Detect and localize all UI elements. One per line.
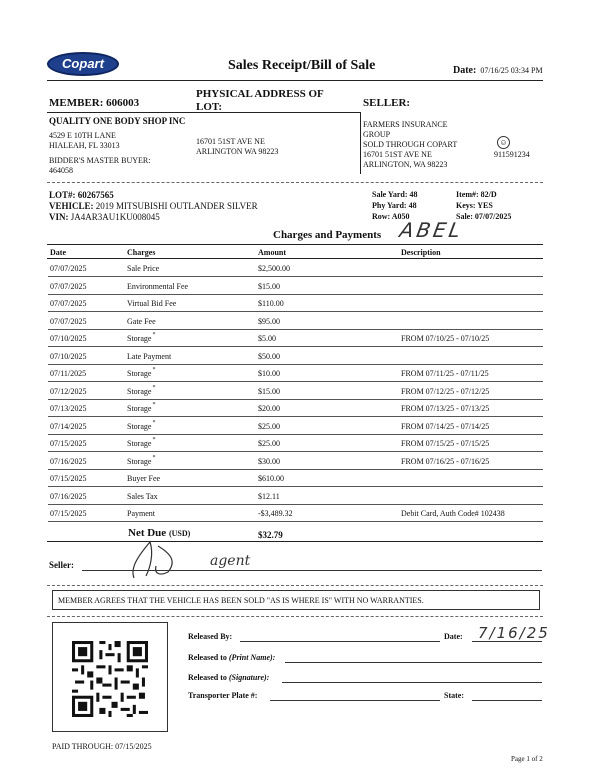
row-amount: $50.00 <box>258 352 280 361</box>
row-amount: $15.00 <box>258 282 280 291</box>
row-date: 07/15/2025 <box>50 509 87 518</box>
row-charge-label: Storage <box>127 369 152 378</box>
notice-text: MEMBER AGREES THAT THE VEHICLE HAS BEEN SOLD "AS IS WHERE IS" WITH NO WARRANTIES. <box>58 596 424 605</box>
row-amount: $110.00 <box>258 299 284 308</box>
row-description: FROM 07/13/25 - 07/13/25 <box>401 404 490 413</box>
row-divider <box>48 416 543 417</box>
row-charge <box>127 422 154 433</box>
row-charge-label: Storage <box>127 387 152 396</box>
row-charge-mark: * <box>152 420 156 426</box>
lot-number: LOT#: 60267565 <box>49 190 114 200</box>
vehicle <box>49 201 258 212</box>
row-charge-label: Sale Price <box>127 264 160 273</box>
row-description: FROM 07/10/25 - 07/10/25 <box>401 334 490 343</box>
member-label: MEMBER: 606003 <box>49 97 140 109</box>
row-amount: $25.00 <box>258 422 280 431</box>
seller-line-3: SOLD THROUGH COPART <box>363 140 458 149</box>
member-address-1: 4529 E 10TH LANE <box>49 131 116 140</box>
row-divider <box>48 399 543 400</box>
row-date: 07/07/2025 <box>50 282 87 291</box>
release-date-label: Date: <box>444 632 463 641</box>
row-divider <box>48 521 543 522</box>
seller-divider <box>360 112 361 174</box>
date-label: Date: <box>453 65 477 76</box>
row-amount: $610.00 <box>258 474 284 483</box>
row-charge <box>127 509 155 519</box>
row-charge-label: Late Payment <box>127 352 172 361</box>
item-number: Item#: 82/D <box>456 190 497 199</box>
row-charge-mark: * <box>152 385 156 391</box>
row-charge <box>127 492 158 502</box>
print-name-label-b: (Print Name): <box>228 653 276 662</box>
transporter-plate-label: Transporter Plate #: <box>188 691 258 700</box>
row-date: 07/11/2025 <box>50 369 87 378</box>
physical-address-2: ARLINGTON WA 98223 <box>196 147 279 156</box>
row-date: 07/12/2025 <box>50 387 87 396</box>
net-due-unit: (USD) <box>168 529 191 538</box>
vehicle-value: 2019 MITSUBISHI OUTLANDER SILVER <box>95 201 258 211</box>
row: Row: A050 <box>372 212 410 221</box>
state-line <box>472 700 542 701</box>
row-amount: $15.00 <box>258 387 280 396</box>
row-date: 07/07/2025 <box>50 299 87 308</box>
row-charge <box>127 334 154 345</box>
row-date: 07/16/2025 <box>50 457 87 466</box>
row-amount: -$3,489.32 <box>258 509 293 518</box>
row-charge <box>127 439 154 450</box>
lot-separator <box>47 182 543 183</box>
row-charge <box>127 404 154 415</box>
smiley-icon: ☺ <box>497 136 510 149</box>
row-divider <box>48 469 543 470</box>
row-charge <box>127 352 171 362</box>
row-description: FROM 07/14/25 - 07/14/25 <box>401 422 490 431</box>
vehicle-label: VEHICLE: <box>49 201 94 211</box>
col-charges: Charges <box>127 248 156 257</box>
charges-title: Charges and Payments <box>273 229 382 241</box>
seller-line-5: ARLINGTON, WA 98223 <box>363 160 448 169</box>
sale-date: Sale: 07/07/2025 <box>456 212 512 221</box>
notice-bottom-dash <box>47 616 543 617</box>
release-date-handwritten: 7/16/25 <box>478 624 550 642</box>
net-due-label: Net Due <box>128 527 167 539</box>
row-charge-mark: * <box>152 437 156 443</box>
table-header-top <box>47 244 543 245</box>
row-amount: $25.00 <box>258 439 280 448</box>
row-date: 07/16/2025 <box>50 492 87 501</box>
keys: Keys: YES <box>456 201 493 210</box>
row-amount: $30.00 <box>258 457 280 466</box>
row-charge-label: Storage <box>127 422 152 431</box>
row-description: FROM 07/16/25 - 07/16/25 <box>401 457 490 466</box>
row-date: 07/14/2025 <box>50 422 87 431</box>
row-charge <box>127 387 154 398</box>
member-name: QUALITY ONE BODY SHOP INC <box>49 116 186 126</box>
row-description: FROM 07/11/25 - 07/11/25 <box>401 369 489 378</box>
released-by-line <box>240 641 440 642</box>
row-description: Debit Card, Auth Code# 102438 <box>401 509 505 518</box>
date-value: 07/16/25 03:34 PM <box>480 66 543 75</box>
member-address-2: HIALEAH, FL 33013 <box>49 141 120 150</box>
col-description: Description <box>401 248 441 257</box>
row-charge-label: Environmental Fee <box>127 282 189 291</box>
table-header-bottom <box>47 258 543 259</box>
copart-logo-text: Copart <box>62 56 104 71</box>
row-date: 07/10/2025 <box>50 352 87 361</box>
sale-yard: Sale Yard: 48 <box>372 190 418 199</box>
row-divider <box>48 294 543 295</box>
vin <box>49 212 160 223</box>
row-charge-label: Sales Tax <box>127 492 158 501</box>
header-rule <box>47 80 543 81</box>
print-name-label-a: Released to <box>188 653 227 662</box>
row-charge-mark: * <box>152 367 156 373</box>
vin-value: JA4AR3AU1KU008045 <box>70 212 160 222</box>
row-divider <box>48 451 543 452</box>
row-description: FROM 07/12/25 - 07/12/25 <box>401 387 490 396</box>
state-label: State: <box>444 691 464 700</box>
phy-yard: Phy Yard: 48 <box>372 201 417 210</box>
qr-code-icon <box>72 641 148 717</box>
row-divider <box>48 329 543 330</box>
row-charge-mark: * <box>152 332 156 338</box>
row-charge-label: Storage <box>127 334 152 343</box>
row-amount: $5.00 <box>258 334 276 343</box>
row-charge-label: Virtual Bid Fee <box>127 299 177 308</box>
row-amount: $12.11 <box>258 492 280 501</box>
row-charge-label: Storage <box>127 457 152 466</box>
row-charge <box>127 299 176 309</box>
row-amount: $20.00 <box>258 404 280 413</box>
row-charge-label: Buyer Fee <box>127 474 161 483</box>
row-divider <box>48 364 543 365</box>
print-name-label <box>188 653 275 663</box>
seller-line-2: GROUP <box>363 130 391 139</box>
row-divider <box>48 276 543 277</box>
row-amount: $95.00 <box>258 317 280 326</box>
print-name-line <box>285 662 542 663</box>
row-date: 07/13/2025 <box>50 404 87 413</box>
signature-label <box>188 673 269 683</box>
row-charge-label: Storage <box>127 404 152 413</box>
row-date: 07/07/2025 <box>50 317 87 326</box>
row-charge-label: Payment <box>127 509 155 518</box>
handwritten-name: ABEL <box>397 218 466 242</box>
col-amount: Amount <box>258 248 287 257</box>
row-charge <box>127 369 154 380</box>
row-charge <box>127 474 160 484</box>
row-charge-mark: * <box>152 402 156 408</box>
row-amount: $2,500.00 <box>258 264 290 273</box>
physical-address-label: PHYSICAL ADDRESS OF LOT: <box>196 88 324 113</box>
row-charge-label: Storage <box>127 439 152 448</box>
signature-label-b: (Signature): <box>228 673 270 682</box>
seller-signature <box>120 538 190 582</box>
row-charge <box>127 264 159 274</box>
seller-line-4: 16701 51ST AVE NE <box>363 150 432 159</box>
net-due-value: $32.79 <box>258 530 283 540</box>
paid-through: PAID THROUGH: 07/15/2025 <box>52 742 152 751</box>
row-amount: $10.00 <box>258 369 280 378</box>
bidder-value: 464058 <box>49 166 73 175</box>
signature-label-a: Released to <box>188 673 227 682</box>
seller-signature-text: agent <box>210 553 251 569</box>
row-charge <box>127 282 188 292</box>
row-date: 07/07/2025 <box>50 264 87 273</box>
seller-id: 911591234 <box>494 150 530 159</box>
document-title: Sales Receipt/Bill of Sale <box>228 58 376 73</box>
row-divider <box>48 311 543 312</box>
seller-sign-label: Seller: <box>49 560 74 570</box>
signature-line <box>282 682 542 683</box>
row-divider <box>48 504 543 505</box>
released-by-label: Released By: <box>188 632 233 641</box>
row-divider <box>48 346 543 347</box>
row-date: 07/15/2025 <box>50 474 87 483</box>
seller-line-1: FARMERS INSURANCE <box>363 120 448 129</box>
physical-address-1: 16701 51ST AVE NE <box>196 137 265 146</box>
row-divider <box>48 381 543 382</box>
transporter-plate-line <box>270 700 440 701</box>
receipt-date <box>453 60 543 78</box>
row-charge-mark: * <box>152 455 156 461</box>
row-charge <box>127 457 154 468</box>
vin-label: VIN: <box>49 212 69 222</box>
row-date: 07/10/2025 <box>50 334 87 343</box>
bidder-label: BIDDER'S MASTER BUYER: <box>49 156 151 165</box>
row-description: FROM 07/15/25 - 07/15/25 <box>401 439 490 448</box>
row-date: 07/15/2025 <box>50 439 87 448</box>
col-date: Date <box>50 248 66 257</box>
row-charge <box>127 317 156 327</box>
row-divider <box>48 434 543 435</box>
page-number: Page 1 of 2 <box>511 755 543 763</box>
row-divider <box>48 486 543 487</box>
row-charge-label: Gate Fee <box>127 317 156 326</box>
notice-top-dash <box>47 585 543 586</box>
seller-label: SELLER: <box>363 97 411 109</box>
